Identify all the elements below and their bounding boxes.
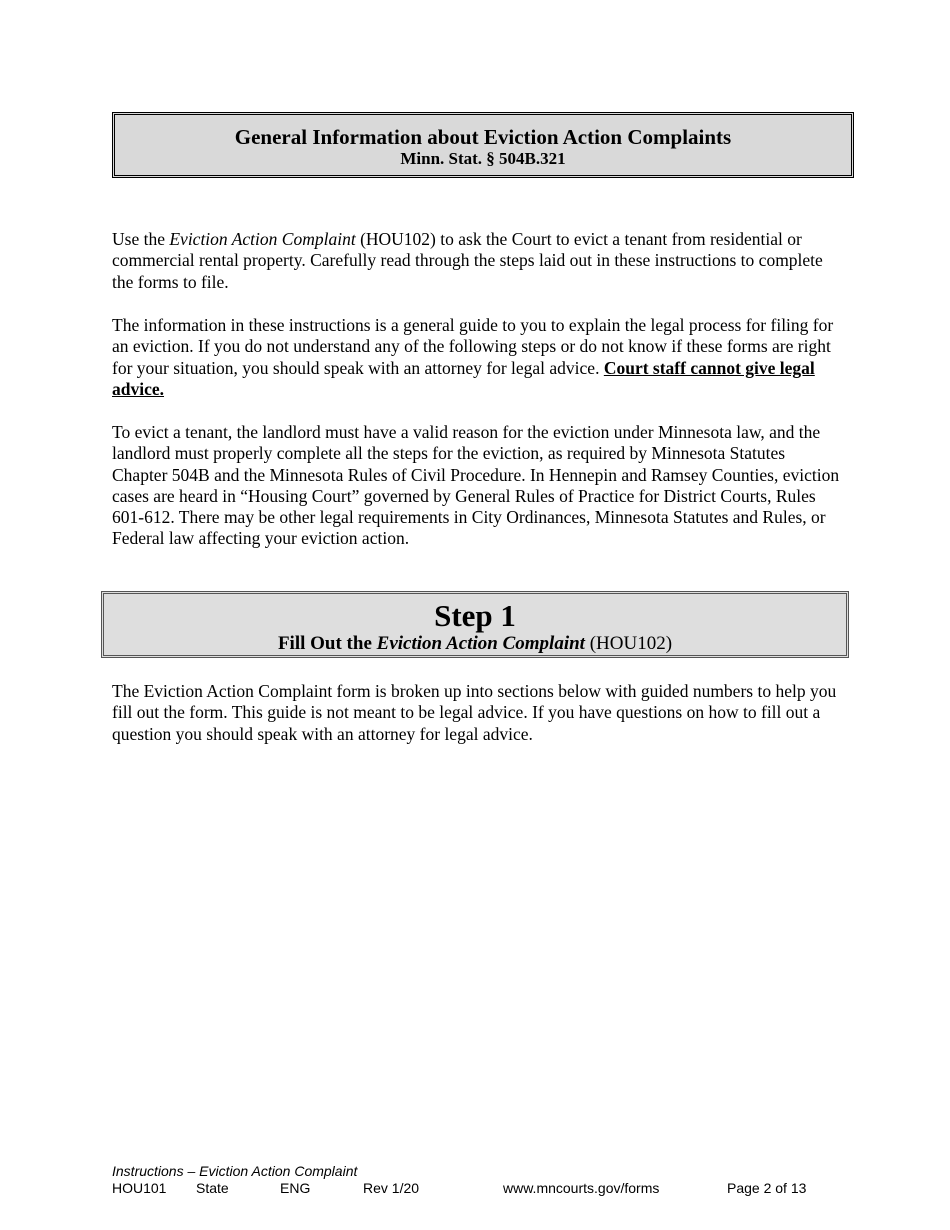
legal-advice-warning: Court staff cannot give legal advice. [112,357,815,399]
legal-guide-paragraph [112,315,842,400]
footer-doc-title: Instructions – Eviction Action Complaint [112,1163,358,1179]
statute-citation: Minn. Stat. § 504B.321 [400,149,566,168]
footer-url: www.mncourts.gov/forms [503,1180,660,1196]
step-form-code: (HOU102) [584,633,673,654]
footer-meta [112,1180,852,1197]
requirements-paragraph: To evict a tenant, the landlord must have a valid reason for the eviction under Minnesota law, and the landlord must properly complete all the steps for the eviction, as required by Minnesota Statutes Chapter 504B and the Minnesota Rules of Civil Procedure. In Hennepin and Ramsey Counties, eviction cases are heard in “Housing Court” governed by General Rules of Practice for District Courts, Rules 601-612. There may be other legal requirements in City Ordinances, Minnesota Statutes and Rules, or Federal law affecting your eviction action. [112,422,840,549]
page-title: General Information about Eviction Action Complaints [234,125,732,149]
step-subtitle [104,633,846,655]
step-form-name: Eviction Action Complaint [376,633,585,654]
step-subtitle-lead: Fill Out the [277,633,377,654]
footer-language: ENG [280,1180,311,1196]
intro-paragraph [112,229,842,293]
page-footer [112,1163,852,1197]
footer-revision: Rev 1/20 [363,1180,420,1196]
step-1-box [101,591,849,658]
footer-jurisdiction: State [196,1180,229,1196]
footer-page-number: Page 2 of 13 [727,1180,807,1196]
intro-text-start: Use the [112,229,170,249]
intro-text-end: (HOU102) to ask the Court to evict a tenant from residential or commercial rental property. Carefully read through the steps laid out in these instructions to complete the forms to file. [112,229,823,292]
footer-form-code: HOU101 [112,1180,167,1196]
form-name: Eviction Action Complaint [169,229,356,249]
title-box [112,112,854,178]
step-1-paragraph: The Eviction Action Complaint form is broken up into sections below with guided numbers to help you fill out the form. This guide is not meant to be legal advice. If you have questions on how to fill out a question you should speak with an attorney for legal advice. [112,681,837,744]
legal-guide-text: The information in these instructions is a general guide to you to explain the legal process for filing for an eviction. If you do not understand any of the following steps or do not know if these forms are right for your situation, you should speak with an attorney for legal advice. [112,315,834,378]
step-title: Step 1 [434,598,516,633]
